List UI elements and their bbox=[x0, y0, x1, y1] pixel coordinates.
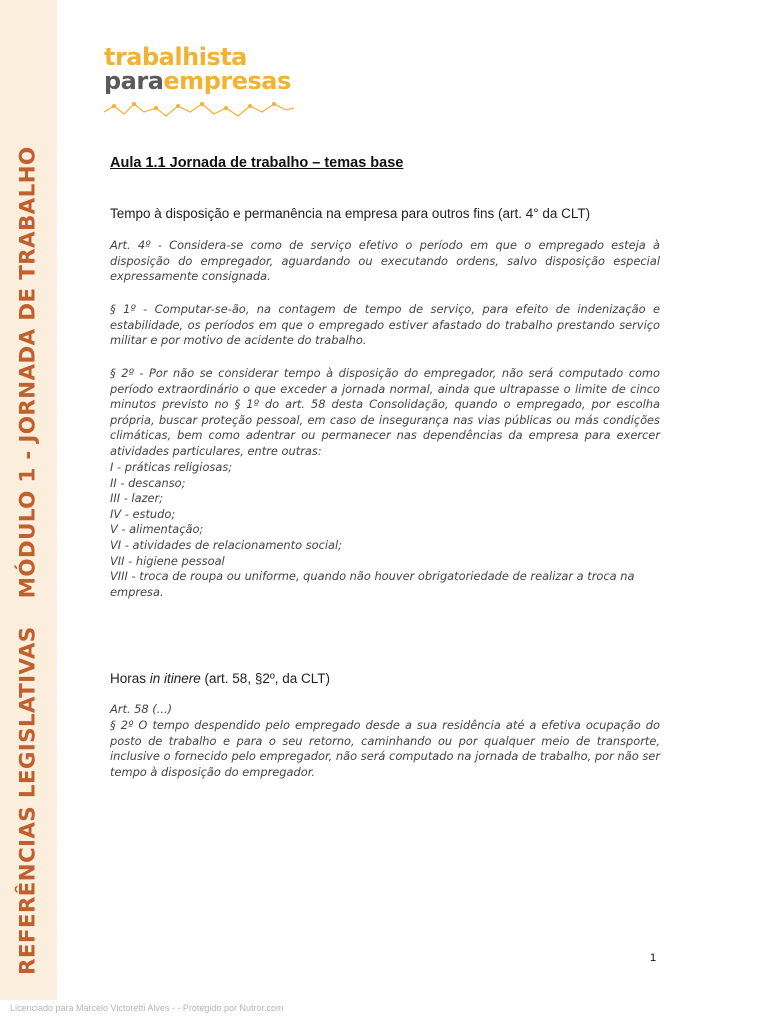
article-58-paragraph-2: § 2º O tempo despendido pelo empregado desde a sua residência até a efetiva ocupação do posto de trabalho e para o seu retorno, caminhando ou por qualquer meio de transporte, inclusive o fornecido pelo empregador, não será computado na jornada de trabalho, por não ser tempo à disposição do empregador. bbox=[110, 718, 660, 779]
logo bbox=[104, 44, 304, 128]
article-58-label: Art. 58 (...) bbox=[110, 702, 173, 716]
section2-heading-start: Horas bbox=[110, 671, 150, 686]
list-item: VII - higiene pessoal bbox=[110, 553, 225, 568]
list-item: IV - estudo; bbox=[110, 506, 176, 521]
logo-line2 bbox=[104, 68, 291, 94]
sidebar-title-part1: REFERÊNCIAS LEGISLATIVAS bbox=[15, 626, 41, 975]
section1-heading: Tempo à disposição e permanência na empresa para outros fins (art. 4° da CLT) bbox=[110, 206, 591, 221]
list-item: VI - atividades de relacionamento social; bbox=[110, 537, 343, 552]
logo-wave-icon bbox=[104, 98, 294, 122]
article-4-paragraph-1: § 1º - Computar-se-ão, na contagem de tempo de serviço, para efeito de indenização e estabilidade, os períodos em que o empregado estiver afastado do trabalho prestando serviço militar e por motivo de acidente do trabalho. bbox=[110, 302, 660, 348]
list-item: I - práticas religiosas; bbox=[110, 460, 233, 474]
article-4-paragraph-2: § 2º - Por não se considerar tempo à disposição do empregador, não será computado como período extraordinário o que exceder a jornada normal, ainda que ultrapasse o limite de cinco minutos previsto no § 1º do art. 58 desta Consolidação, quando o empregado, por escolha própria, buscar proteção pessoal, em caso de insegurança nas vias públicas ou más condições climáticas, bem como adentrar ou permanecer nas dependências da empresa para exercer atividades particulares, entre outras: bbox=[110, 366, 660, 458]
section2-heading-end: (art. 58, §2º, da CLT) bbox=[200, 671, 331, 686]
sidebar-title-part2: MÓDULO 1 - JORNADA DE TRABALHO bbox=[15, 146, 41, 599]
sidebar-band bbox=[0, 0, 57, 1000]
logo-line2-gold: empresas bbox=[163, 67, 291, 95]
logo-line1: trabalhista bbox=[104, 43, 247, 71]
license-footer: Licenciado para Marcelo Victoretti Alves - - Protegido por Nutror.com bbox=[10, 1003, 284, 1013]
list-item: II - descanso; bbox=[110, 475, 186, 490]
activities-list bbox=[110, 460, 660, 600]
list-item: VIII - troca de roupa ou uniforme, quando não houver obrigatoriedade de realizar a troca na empresa. bbox=[110, 569, 635, 599]
logo-line2-dark: para bbox=[104, 67, 164, 95]
section2-heading bbox=[110, 671, 660, 686]
section2-heading-italic: in itinere bbox=[149, 671, 201, 686]
lesson-title: Aula 1.1 Jornada de trabalho – temas base bbox=[110, 155, 404, 171]
page-number: 1 bbox=[650, 952, 657, 964]
list-item: III - lazer; bbox=[110, 491, 164, 506]
sidebar-title bbox=[16, 147, 41, 975]
article-4-text: Art. 4º - Considera-se como de serviço efetivo o período em que o empregado esteja à disposição do empregador, aguardando ou executando ordens, salvo disposição especial expressamente consignada. bbox=[110, 238, 660, 284]
list-item: V - alimentação; bbox=[110, 522, 204, 537]
